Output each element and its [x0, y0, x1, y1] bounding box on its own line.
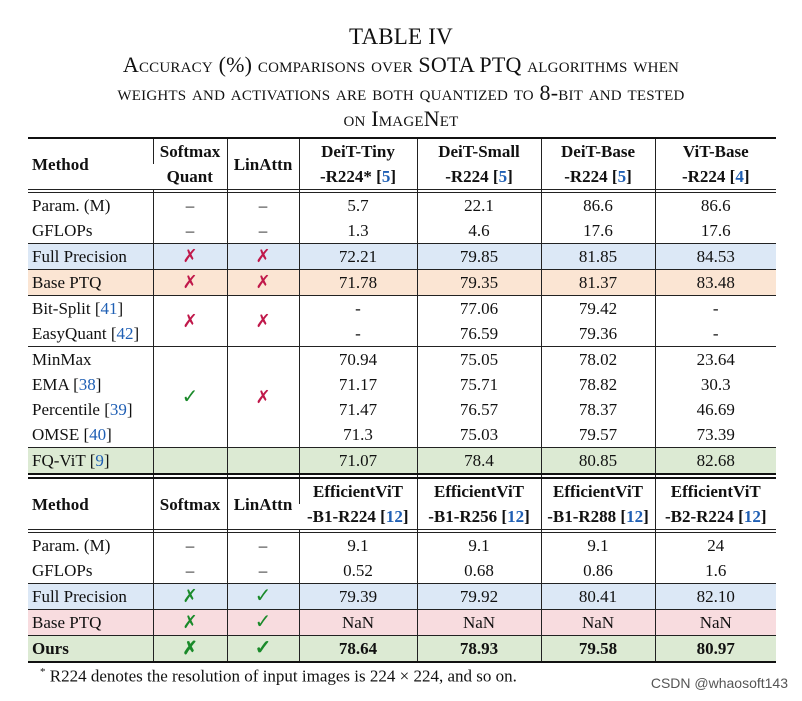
table-title: TABLE IV [349, 24, 453, 49]
cross-icon: ✗ [153, 296, 227, 347]
citation-link[interactable]: 5 [498, 167, 508, 186]
cross-icon: ✗ [227, 296, 299, 347]
header-method: Method [32, 154, 89, 174]
cross-icon: ✗ [153, 636, 227, 663]
citation-link[interactable]: 9 [95, 451, 104, 470]
caption-line-2: weights and activations are both quantized to 8-bit and tested [117, 80, 685, 105]
table-row-base-ptq: Base PTQ ✗ ✓ NaN NaN NaN NaN [28, 610, 776, 636]
table-row-fq-vit: FQ-ViT [9] 71.07 78.4 80.85 82.68 [28, 448, 776, 475]
caption-line-1: Accuracy (%) comparisons over SOTA PTQ algorithms when [122, 52, 680, 77]
table2-header-row-2: -B1-R224 [12] -B1-R256 [12] -B1-R288 [12] -B2-R224 [12] [28, 504, 776, 530]
header-deit-base: DeiT-Base [541, 138, 655, 164]
table2-header-row: Method Softmax LinAttn EfficientViT EfficientViT EfficientViT EfficientViT [28, 478, 776, 504]
table-row-full-precision: Full Precision ✗ ✓ 79.39 79.92 80.41 82.10 [28, 584, 776, 610]
citation-link[interactable]: 12 [385, 507, 403, 526]
header-softmax: Softmax [153, 478, 227, 530]
citation-link[interactable]: 38 [78, 375, 96, 394]
cross-icon: ✗ [153, 610, 227, 636]
check-icon: ✓ [227, 584, 299, 610]
citation-link[interactable]: 12 [507, 507, 525, 526]
check-icon: ✓ [227, 636, 299, 663]
citation-link[interactable]: 5 [617, 167, 627, 186]
cross-icon: ✗ [227, 347, 299, 448]
watermark: CSDN @whaosoft143 [650, 675, 788, 691]
table-row-ours: Ours ✗ ✓ 78.64 78.93 79.58 80.97 [28, 636, 776, 663]
table-row-base-ptq: Base PTQ ✗ ✗ 71.78 79.35 81.37 83.48 [28, 270, 776, 296]
table-row-full-precision: Full Precision ✗ ✗ 72.21 79.85 81.85 84.53 [28, 244, 776, 270]
citation-link[interactable]: 41 [100, 299, 118, 318]
citation-link[interactable]: 12 [626, 507, 644, 526]
header-linattn: LinAttn [227, 478, 299, 530]
check-icon: ✓ [153, 347, 227, 448]
footnote: * R224 denotes the resolution of input images is 224 × 224, and so on. [40, 666, 517, 686]
caption-line-3: on ImageNet [343, 106, 459, 131]
citation-link[interactable]: 40 [89, 425, 107, 444]
cross-icon: ✗ [153, 244, 227, 270]
header-deit-small-res: -R224 [5] [417, 164, 541, 190]
results-table [28, 137, 776, 663]
table-row: Percentile [39] 71.47 76.57 78.37 46.69 [28, 397, 776, 422]
header-deit-base-res: -R224 [5] [541, 164, 655, 190]
table-row: EMA [38] 71.17 75.71 78.82 30.3 [28, 372, 776, 397]
table-row: MinMax ✓ ✗ 70.94 75.05 78.02 23.64 [28, 347, 776, 373]
table-row: EasyQuant [42] - 76.59 79.36 - [28, 321, 776, 347]
header-method: Method [32, 494, 89, 514]
cross-icon: ✗ [153, 584, 227, 610]
cross-icon: ✗ [153, 270, 227, 296]
table-row: Param. (M) – – 9.1 9.1 9.1 24 [28, 533, 776, 559]
citation-link[interactable]: 5 [381, 167, 391, 186]
table-row: Bit-Split [41] ✗ ✗ - 77.06 79.42 - [28, 296, 776, 322]
header-quant: Quant [166, 167, 213, 186]
cross-icon: ✗ [227, 270, 299, 296]
table-row: OMSE [40] 71.3 75.03 79.57 73.39 [28, 422, 776, 448]
table-row: GFLOPs – – 1.3 4.6 17.6 17.6 [28, 218, 776, 244]
citation-link[interactable]: 42 [116, 324, 134, 343]
table-row: GFLOPs – – 0.52 0.68 0.86 1.6 [28, 558, 776, 584]
check-icon: ✓ [227, 610, 299, 636]
table-row: Param. (M) – – 5.7 22.1 86.6 86.6 [28, 193, 776, 219]
header-vit-base: ViT-Base [655, 138, 776, 164]
citation-link[interactable]: 12 [743, 507, 761, 526]
header-linattn: LinAttn [227, 138, 299, 190]
header-deit-tiny-res: -R224* [5] [299, 164, 417, 190]
cross-icon: ✗ [227, 244, 299, 270]
citation-link[interactable]: 39 [109, 400, 127, 419]
header-vit-base-res: -R224 [4] [655, 164, 776, 190]
citation-link[interactable]: 4 [735, 167, 744, 186]
header-deit-tiny: DeiT-Tiny [299, 138, 417, 164]
header-deit-small: DeiT-Small [417, 138, 541, 164]
table1-header-row [28, 138, 776, 164]
header-softmax: Softmax [153, 138, 227, 164]
